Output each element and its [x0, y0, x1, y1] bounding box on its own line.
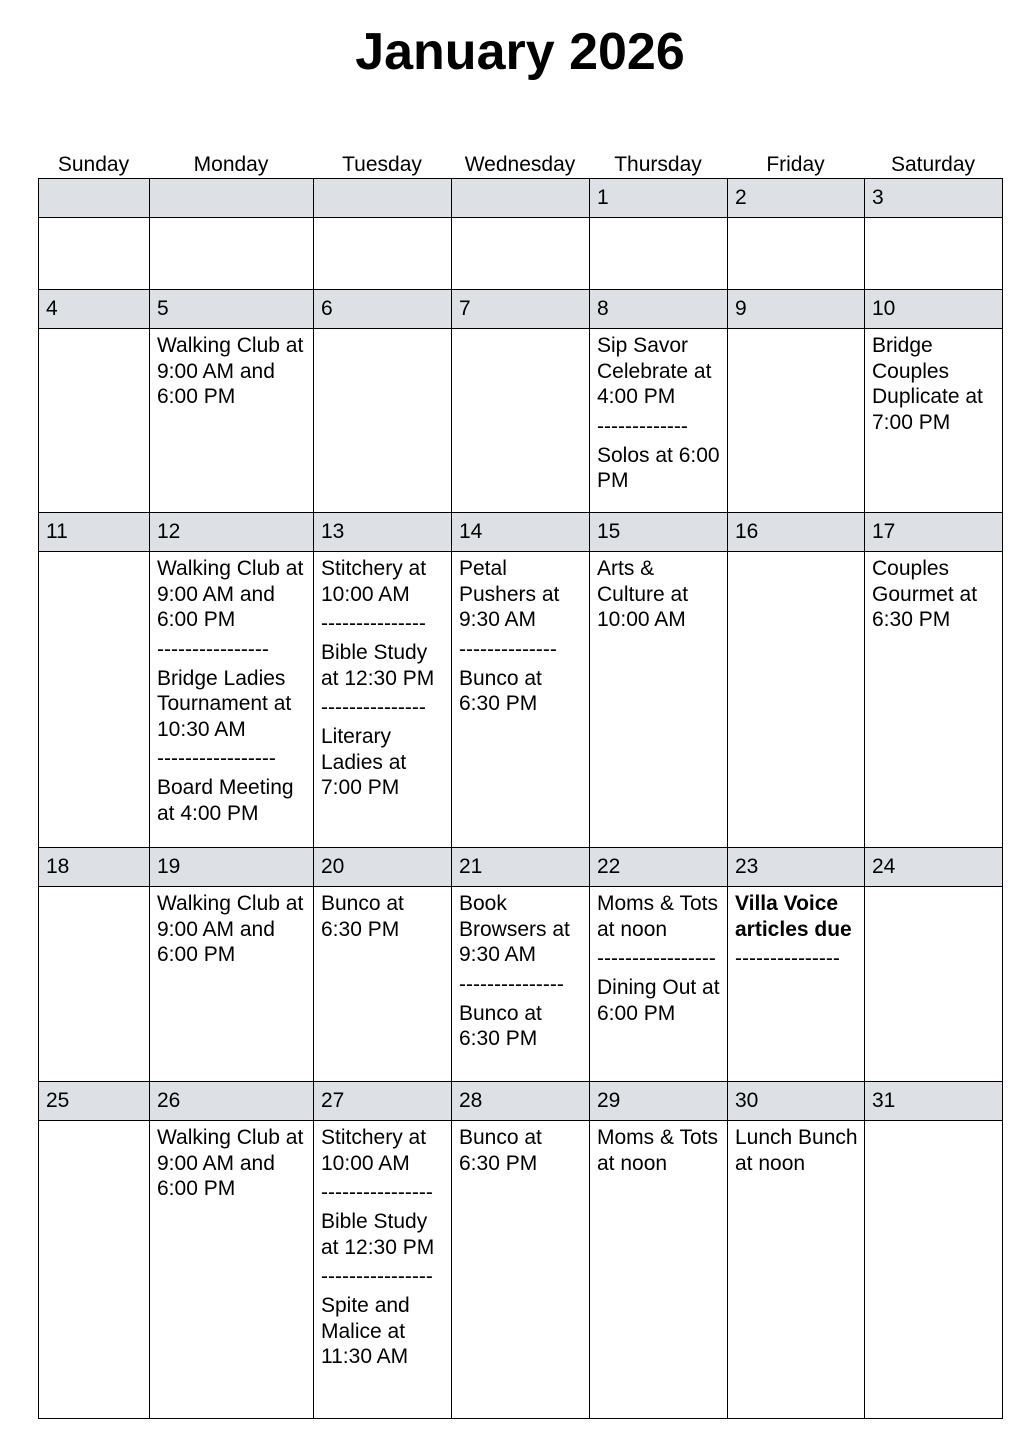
- date-cell: 24: [865, 848, 1003, 887]
- day-cell: [150, 329, 314, 513]
- week-1-events: [39, 218, 1003, 290]
- date-cell: 6: [314, 290, 452, 329]
- event-item: Bible Study at 12:30 PM: [321, 641, 435, 690]
- event-item: Moms & Tots at noon: [597, 892, 718, 941]
- day-cell: [728, 1121, 865, 1419]
- day-cell: [452, 329, 590, 513]
- event-item: Board Meeting at 4:00 PM: [157, 776, 294, 825]
- day-cell: [39, 887, 150, 1082]
- event-item: Walking Club at 9:00 AM and 6:00 PM: [157, 1126, 304, 1200]
- date-cell: 22: [590, 848, 728, 887]
- event-separator: ----------------: [321, 1265, 433, 1288]
- date-cell: 14: [452, 513, 590, 552]
- date-cell: [314, 179, 452, 218]
- date-cell: 9: [728, 290, 865, 329]
- date-cell: 30: [728, 1082, 865, 1121]
- calendar-title: January 2026: [355, 23, 685, 81]
- day-cell: [150, 1121, 314, 1419]
- date-cell: 12: [150, 513, 314, 552]
- event-item: Moms & Tots at noon: [597, 1126, 718, 1175]
- weekday-header-row: [38, 152, 1002, 178]
- event-item: Bridge Ladies Tournament at 10:30 AM: [157, 666, 292, 741]
- day-cell: [150, 887, 314, 1082]
- week-3-events: [39, 552, 1003, 848]
- event-separator: ---------------: [321, 696, 426, 719]
- day-cell: [314, 329, 452, 513]
- date-cell: 2: [728, 179, 865, 218]
- date-cell: 29: [590, 1082, 728, 1121]
- event-item: Solos at 6:00 PM: [597, 443, 720, 492]
- event-item: Spite and Malice at 11:30 AM: [321, 1294, 410, 1368]
- date-cell: 27: [314, 1082, 452, 1121]
- date-cell: 4: [39, 290, 150, 329]
- date-cell: 3: [865, 179, 1003, 218]
- event-item: Lunch Bunch at noon: [735, 1126, 858, 1175]
- day-cell: [728, 552, 865, 848]
- date-cell: 11: [39, 513, 150, 552]
- date-cell: 13: [314, 513, 452, 552]
- date-cell: 8: [590, 290, 728, 329]
- weekday-tuesday: Tuesday: [342, 153, 422, 176]
- event-separator: -----------------: [597, 947, 716, 970]
- day-cell: [865, 1121, 1003, 1419]
- day-cell: [865, 887, 1003, 1082]
- day-cell: [452, 887, 590, 1082]
- date-cell: 28: [452, 1082, 590, 1121]
- date-cell: 21: [452, 848, 590, 887]
- event-item: Petal Pushers at 9:30 AM: [459, 557, 560, 631]
- event-item: Stitchery at 10:00 AM: [321, 1126, 427, 1175]
- day-cell: [865, 329, 1003, 513]
- event-item: Walking Club at 9:00 AM and 6:00 PM: [157, 334, 304, 408]
- date-cell: [150, 179, 314, 218]
- event-item: Literary Ladies at 7:00 PM: [321, 725, 407, 799]
- date-cell: 19: [150, 848, 314, 887]
- day-cell: [452, 552, 590, 848]
- event-item: Walking Club at 9:00 AM and 6:00 PM: [157, 892, 304, 966]
- event-item: Sip Savor Celebrate at 4:00 PM: [597, 334, 712, 408]
- event-item: Bunco at 6:30 PM: [321, 892, 404, 941]
- date-cell: [39, 179, 150, 218]
- date-cell: 31: [865, 1082, 1003, 1121]
- day-cell: [314, 218, 452, 290]
- date-cell: 25: [39, 1082, 150, 1121]
- event-item: Stitchery at 10:00 AM: [321, 557, 427, 606]
- week-4-events: [39, 887, 1003, 1082]
- day-cell: [590, 887, 728, 1082]
- day-cell: [590, 329, 728, 513]
- day-cell: [150, 552, 314, 848]
- date-cell: 7: [452, 290, 590, 329]
- event-separator: ---------------: [735, 947, 840, 970]
- date-cell: 20: [314, 848, 452, 887]
- day-cell: [728, 329, 865, 513]
- date-cell: 15: [590, 513, 728, 552]
- day-cell: [39, 1121, 150, 1419]
- weekday-friday: Friday: [766, 153, 825, 176]
- event-separator: ----------------: [321, 1181, 433, 1204]
- day-cell: [39, 552, 150, 848]
- date-cell: 17: [865, 513, 1003, 552]
- date-cell: 5: [150, 290, 314, 329]
- date-cell: 1: [590, 179, 728, 218]
- day-cell: [39, 218, 150, 290]
- event-separator: -----------------: [157, 747, 276, 770]
- event-item: Arts & Culture at 10:00 AM: [597, 557, 689, 631]
- event-item: Bible Study at 12:30 PM: [321, 1210, 435, 1259]
- weekday-sunday: Sunday: [57, 153, 130, 176]
- day-cell: [452, 1121, 590, 1419]
- day-cell: [865, 552, 1003, 848]
- day-cell: [314, 887, 452, 1082]
- week-5-dates: [39, 1082, 1003, 1121]
- day-cell: [39, 329, 150, 513]
- weekday-thursday: Thursday: [614, 153, 702, 176]
- event-separator: -------------: [597, 414, 688, 438]
- weekday-saturday: Saturday: [890, 153, 976, 176]
- date-cell: 10: [865, 290, 1003, 329]
- week-2-events: [39, 329, 1003, 513]
- calendar-grid: [38, 178, 1003, 1419]
- date-cell: 26: [150, 1082, 314, 1121]
- week-2-dates: [39, 290, 1003, 329]
- event-item: Bunco at 6:30 PM: [459, 1126, 542, 1175]
- day-cell: [728, 887, 865, 1082]
- day-cell: [314, 1121, 452, 1419]
- day-cell: [590, 218, 728, 290]
- day-cell: [314, 552, 452, 848]
- event-item: Bunco at 6:30 PM: [459, 1001, 542, 1050]
- event-separator: --------------: [459, 637, 557, 661]
- event-item-highlight: Villa Voice articles due: [735, 892, 852, 941]
- weekday-monday: Monday: [193, 153, 269, 176]
- day-cell: [590, 1121, 728, 1419]
- week-5-events: [39, 1121, 1003, 1419]
- date-cell: [452, 179, 590, 218]
- weekday-wednesday: Wednesday: [464, 153, 576, 176]
- day-cell: [728, 218, 865, 290]
- week-3-dates: [39, 513, 1003, 552]
- date-cell: 16: [728, 513, 865, 552]
- event-item: Couples Gourmet at 6:30 PM: [872, 557, 978, 631]
- week-4-dates: [39, 848, 1003, 887]
- day-cell: [865, 218, 1003, 290]
- event-separator: ---------------: [459, 972, 564, 996]
- day-cell: [150, 218, 314, 290]
- day-cell: [452, 218, 590, 290]
- date-cell: 18: [39, 848, 150, 887]
- day-cell: [590, 552, 728, 848]
- event-item: Bridge Couples Duplicate at 7:00 PM: [872, 334, 983, 434]
- event-item: Bunco at 6:30 PM: [459, 666, 542, 715]
- event-separator: ---------------: [321, 612, 426, 635]
- date-cell: 23: [728, 848, 865, 887]
- event-item: Book Browsers at 9:30 AM: [459, 892, 570, 966]
- event-item: Dining Out at 6:00 PM: [597, 976, 720, 1025]
- week-1-dates: [39, 179, 1003, 218]
- event-separator: ----------------: [157, 637, 269, 661]
- event-item: Walking Club at 9:00 AM and 6:00 PM: [157, 557, 304, 631]
